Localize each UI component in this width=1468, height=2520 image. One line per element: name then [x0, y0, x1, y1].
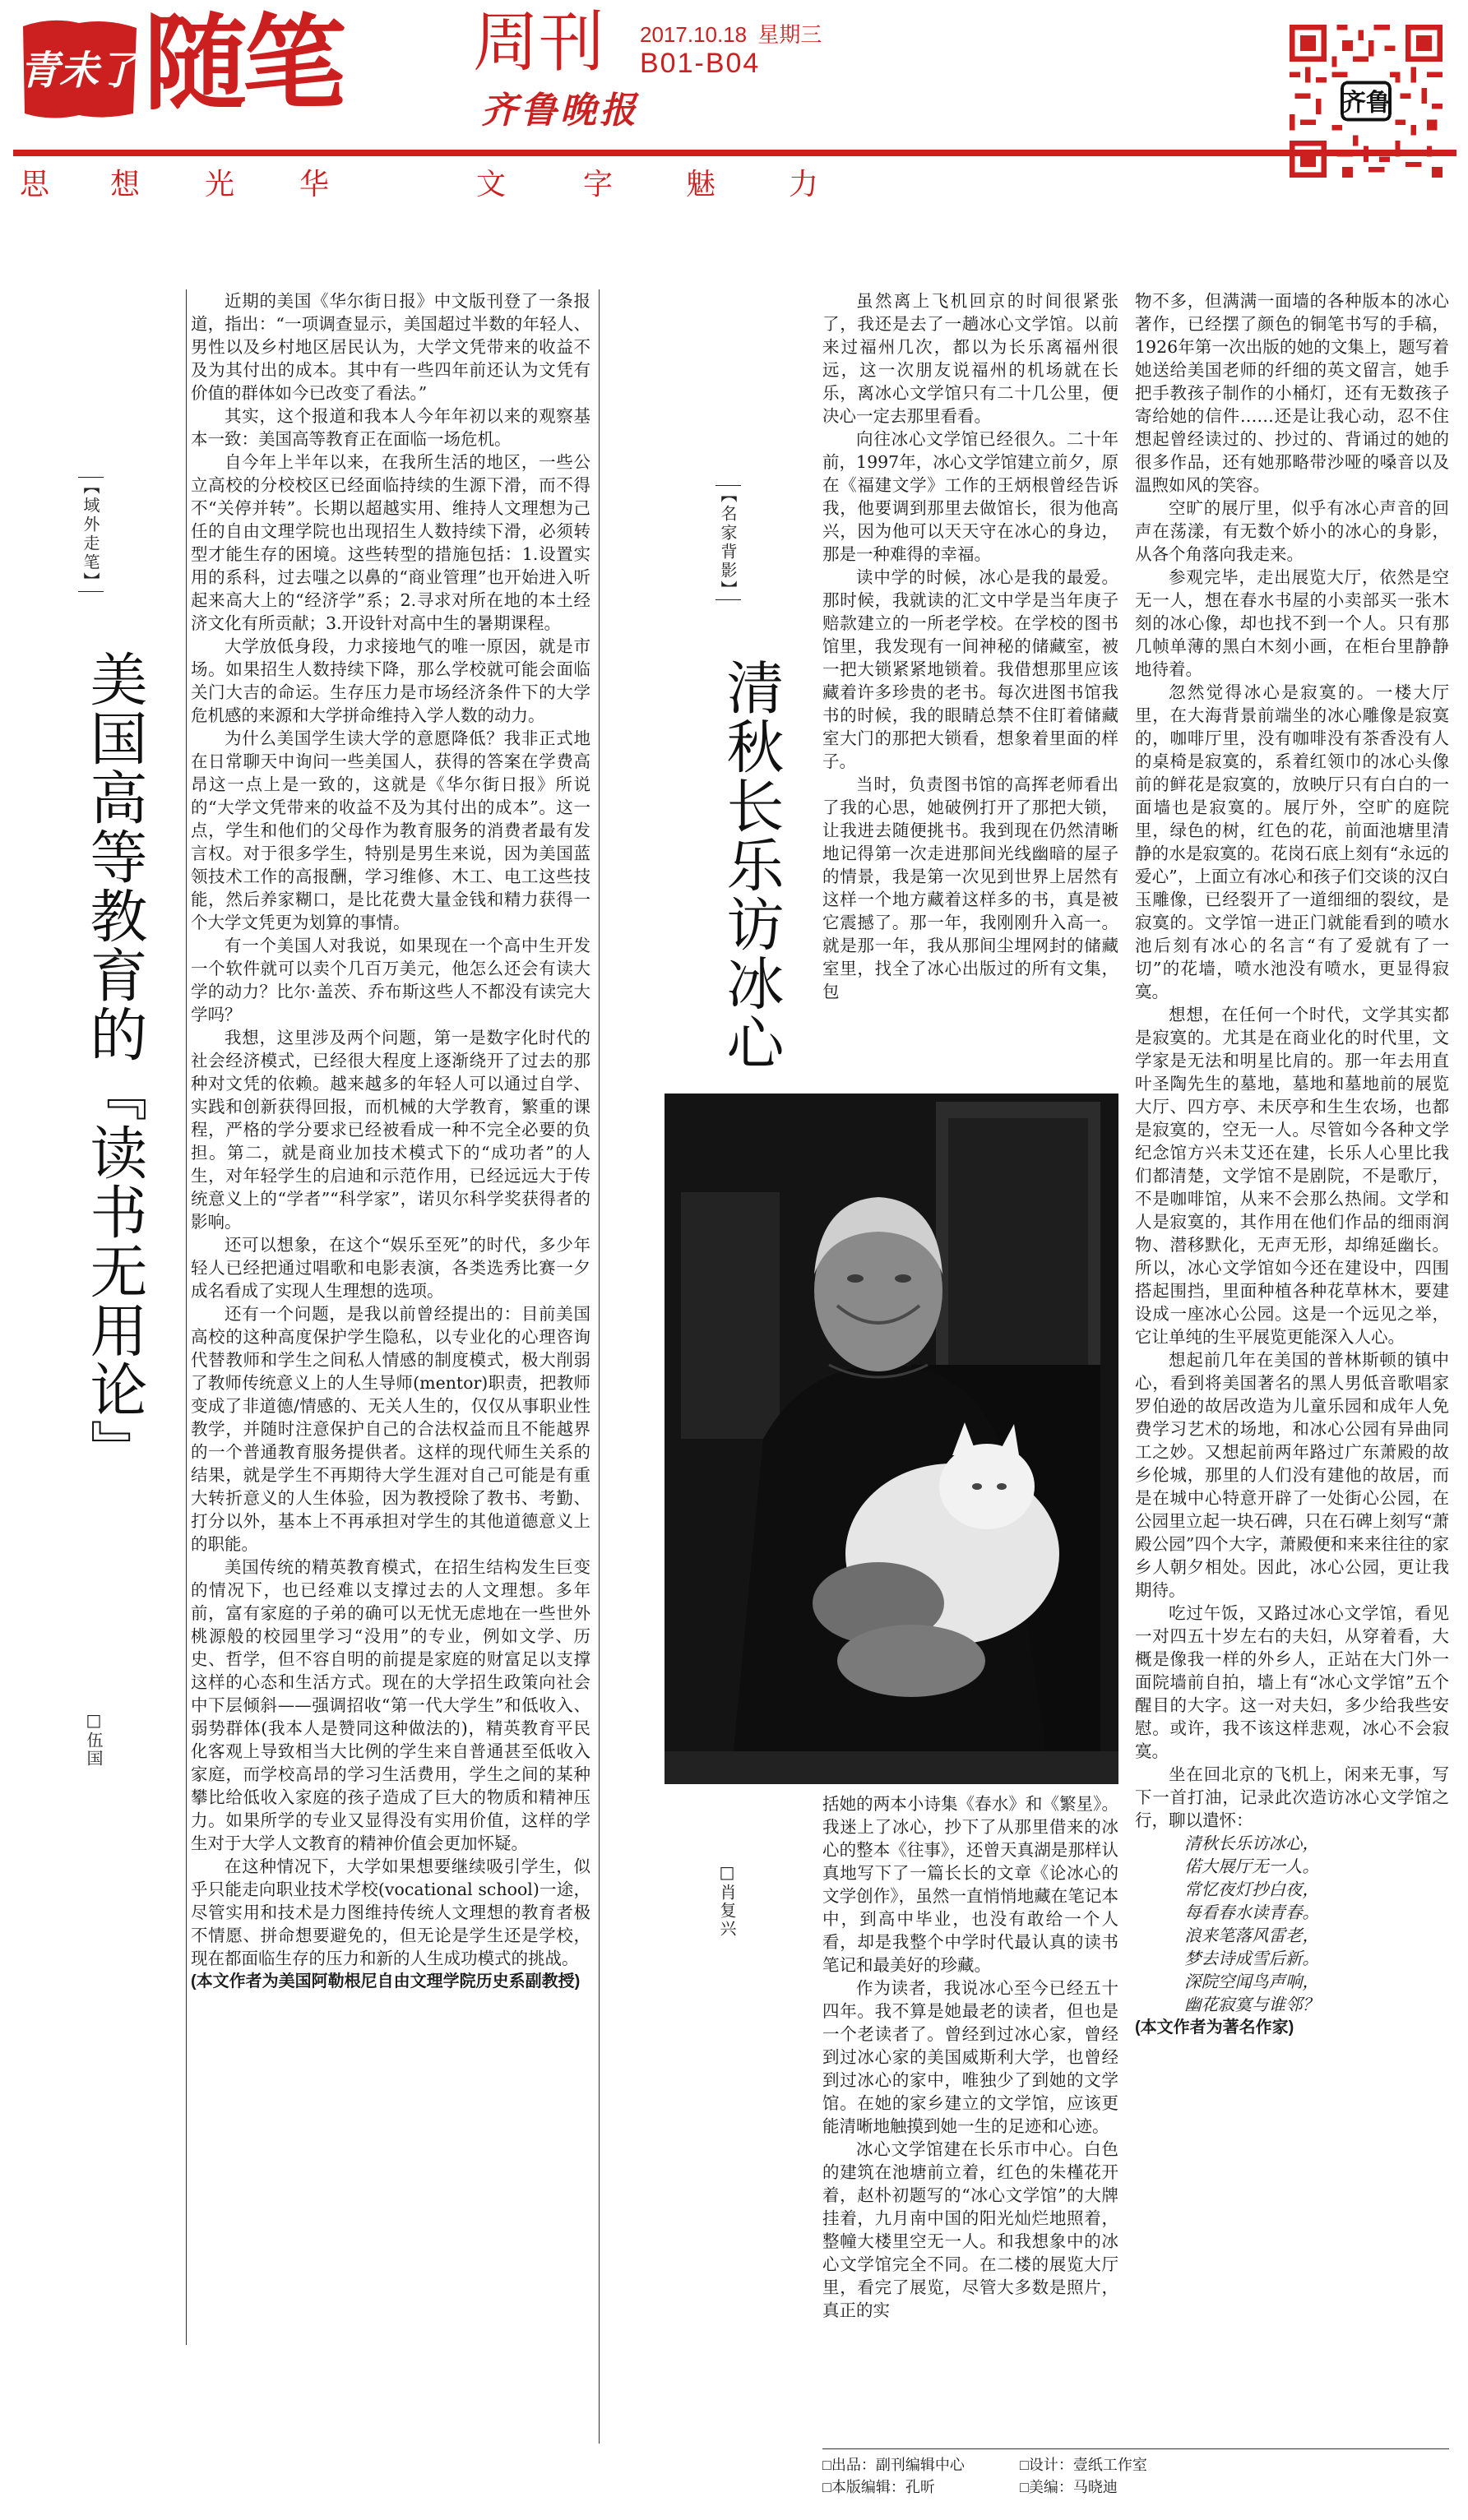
author-note: (本文作者为著名作家) [1135, 2018, 1294, 2037]
poem-line: 每看春水读青春。 [1184, 1903, 1319, 1922]
poem-line: 浪来笔落风雷老， [1184, 1926, 1319, 1945]
slogan-char: 魅 [686, 167, 716, 201]
paragraph: 冰心文学馆建在长乐市中心。白色的建筑在池塘前立着，红色的朱槿花开着，赵朴初题写的“冰心文学馆”的大牌挂着，九月南中国的阳光灿烂地照着，整幢大楼里空无一人。和我想象中的冰心文学馆完全不同。在二楼的展览大厅里，看完了展览，尽管大多数是照片，真正的实 [822, 2139, 1118, 2320]
article-divider [599, 289, 600, 2444]
slogan [20, 161, 842, 201]
slogan-char: 思 [20, 167, 50, 201]
issue-date [640, 18, 822, 49]
paragraph: 想想，在任何一个时代，文学其实都是寂寞的。尤其是在商业化的时代里，文学家是无法和明星比肩的。那一年去用直叶圣陶先生的墓地，墓地和墓地前的展览大厅、四方亭、未厌亭和生生农场，也都是寂寞的，空无一人。尽管如今各种文学纪念馆方兴未艾还在建，长乐人心里比我们都清楚，文学馆不是剧院，不是歌厅，不是咖啡馆，从来不会那么热闹。文学和人是寂寞的，其作用在他们作品的细雨润物、潜移默化，无声无形，却绵延幽长。所以，冰心文学馆如今还在建设中，四围搭起围挡，里面种植各种花草林木，要建设成一座冰心公园。这是一个远见之举，它让单纯的生平展览更能深入人心。 [1135, 1005, 1449, 1347]
weekly-label: 周刊 [473, 4, 604, 81]
article1-body [191, 289, 590, 2442]
weekday-text: 星期三 [757, 22, 822, 47]
paragraph: 我想，这里涉及两个问题，第一是数字化时代的社会经济模式，已经很大程度上逐渐绕开了过去的那种对文凭的依赖。越来越多的年轻人可以通过自学、实践和创新获得回报，而机械的大学教育，繁重的课程，严格的学分要求已经被看成一种不完全必要的负担。第二，就是商业加技术模式下的“成功者”的人生，对年轻学生的启迪和示范作用，已经远远大于传统意义上的“学者”“科学家”，诺贝尔科学奖获得者的影响。 [191, 1028, 590, 1232]
section-tag-masters: 【名家背影】 [715, 485, 741, 600]
page-range: B01-B04 [640, 48, 761, 79]
qr-label: 齐鲁 [1341, 88, 1391, 117]
paragraph: 虽然离上飞机回京的时间很紧张了，我还是去了一趟冰心文学馆。以前来过福州几次，都以为长乐离福州很远，这一次朋友说福州的机场就在长乐，离冰心文学馆只有二十几公里，便决心一定去那里看看。 [822, 291, 1118, 426]
article2-body-part3 [1135, 289, 1449, 2444]
paragraph: 忽然觉得冰心是寂寞的。一楼大厅里，在大海背景前端坐的冰心雕像是寂寞的，咖啡厅里，没有咖啡没有茶香没有人的桌椅是寂寞的，系着红领巾的冰心头像前的鲜花是寂寞的，放映厅只有白白的一面墙也是寂寞的。展厅外，空旷的庭院里，绿色的树，红色的花，前面池塘里清静的水是寂寞的。花岗石底上刻有“永远的爱心”，上面立有冰心和孩子们交谈的汉白玉雕像，已经裂开了一道细细的裂纹，是寂寞的。文学馆一进正门就能看到的喷水池后刻有冰心的名言“有了爱就有了一切”的花墙，喷水池没有喷水，更显得寂寞。 [1135, 682, 1449, 1001]
slogan-char: 文 [476, 167, 507, 201]
paper-name: 齐鲁晚报 [481, 90, 639, 132]
paragraph: 吃过午饭，又路过冰心文学馆，看见一对四五十岁左右的夫妇，从穿着看，大概是像我一样的外乡人，正站在大门外一面院墙前自拍，墙上有“冰心文学馆”五个醒目的大字。这一对夫妇，多少给我些安慰。或许，我不该这样悲观，冰心不会寂寞。 [1135, 1603, 1449, 1761]
paragraph: 其实，这个报道和我本人今年年初以来的观察基本一致：美国高等教育正在面临一场危机。 [191, 406, 590, 449]
credit-art-editor: □美编：马晓迪 [1020, 2479, 1118, 2495]
author-portrait-photo [665, 1094, 1118, 1784]
slogan-char: 力 [789, 167, 819, 201]
paragraph: 当时，负责图书馆的高挥老师看出了我的心思，她破例打开了那把大锁，让我进去随便挑书。我到现在仍然清晰地记得第一次走进那间光线幽暗的屋子的情景，我是第一次见到世界上居然有这样一个地方藏着这样多的书，真是被它震撼了。那一年，我刚刚升入高一。就是那一年，我从那间尘埋网封的储藏室里，找全了冰心出版过的所有文集，包 [822, 774, 1118, 1001]
article1-title: 美国高等教育的『读书无用论』 [81, 650, 148, 1478]
paragraph: 作为读者，我说冰心至今已经五十四年。我不算是她最老的读者，但也是一个老读者了。曾经到过冰心家，曾经到过冰心家的美国威斯利大学，也曾经到过冰心的家中，唯独少了到她的文学馆。在她的家乡建立的文学馆，应该更能清晰地触摸到她一生的足迹和心迹。 [822, 1978, 1118, 2136]
paragraph: 自今年上半年以来，在我所生活的地区，一些公立高校的分校校区已经面临持续的生源下滑，而不得不“关停并转”。长期以超越实用、维持人文理想为己任的自由文理学院也出现招生人数持续下滑，必须转型才能生存的困境。这些转型的措施包括：1.设置实用的系科，过去嗤之以鼻的“商业管理”也开始进入听起来高大上的“经济学”系；2.寻求对所在地的本土经济文化有所贡献；3.开设针对高中生的暑期课程。 [191, 452, 590, 633]
paragraph: 括她的两本小诗集《春水》和《繁星》。我迷上了冰心，抄下了从那里借来的冰心的整本《往事》，还曾天真湖是那样认真地写下了一篇长长的文章《论冰心的文学创作》，虽然一直悄悄地藏在笔记本中，到高中毕业，也没有敢给一个人看，却是我整个中学时代最认真的读书笔记和最美好的珍藏。 [822, 1794, 1118, 1975]
article2-body-part2 [822, 1792, 1118, 2442]
poem-line: 常忆夜灯抄白夜， [1184, 1880, 1319, 1899]
credit-design: □设计：壹纸工作室 [1020, 2457, 1147, 2473]
poem-line: 清秋长乐访冰心， [1184, 1833, 1319, 1853]
slogan-char: 想 [110, 167, 141, 201]
section-tag-abroad: 【域外走笔】 [78, 477, 104, 592]
paragraph: 空旷的展厅里，似乎有冰心声音的回声在荡漾，有无数个娇小的冰心的身影，从各个角落向我走来。 [1135, 498, 1449, 564]
paragraph: 为什么美国学生读大学的意愿降低？我非正式地在日常聊天中询问一些美国人，获得的答案在学费高昂这一点上是一致的，这就是《华尔街日报》所说的“大学文凭带来的收益不及为其付出的成本”。这一点，学生和他们的父母作为教育服务的消费者最有发言权。对于很多学生，特别是男生来说，因为美国蓝领技术工作的高报酬，学习维修、木工、电工这些技能，然后养家糊口，是比花费大量金钱和精力获得一个大学文凭更为划算的事情。 [191, 728, 590, 932]
paragraph: 物不多，但满满一面墙的各种版本的冰心著作，已经摆了颜色的铜笔书写的手稿，1926年第一次出版的她的文集上，题写着她送给美国老师的纤细的英文留言，她手把手教孩子制作的小桶灯，还有无数孩子寄给她的信件……还是让我心动，忍不住想起曾经读过的、抄过的、背诵过的她的很多作品，还有她那略带沙哑的嗓音以及温煦如风的笑容。 [1135, 291, 1449, 495]
paragraph: 坐在回北京的飞机上，闲来无事，写下一首打油，记录此次造访冰心文学馆之行，聊以遣怀： [1135, 1764, 1449, 1830]
article2-body-part1 [822, 289, 1118, 1075]
paragraph: 还可以想象，在这个“娱乐至死”的时代，多少年轻人已经把通过唱歌和电影表演，各类选秀比赛一夕成名看成了实现人生理想的选项。 [191, 1235, 590, 1301]
poem-line: 幽花寂寞与谁邻？ [1184, 1995, 1319, 2014]
paragraph: 大学放低身段，力求接地气的唯一原因，就是市场。如果招生人数持续下降，那么学校就可能会面临关门大吉的命运。生存压力是市场经济条件下的大学危机感的来源和大学拼命维持入学人数的动力。 [191, 636, 590, 725]
poem-line: 深院空闻鸟声响， [1184, 1972, 1319, 1991]
logo-stamp [18, 15, 140, 122]
credits-footer [822, 2454, 1447, 2507]
slogan-char: 光 [205, 167, 235, 201]
paragraph: 近期的美国《华尔街日报》中文版刊登了一条报道，指出：“一项调查显示，美国超过半数的年轻人、男性以及乡村地区居民认为，大学文凭带来的收益不及为其付出的成本。其中有一些四年前还认为文凭有价值的群体如今已改变了看法。” [191, 291, 590, 403]
logo-stamp-text: 青未了 [19, 48, 139, 94]
slogan-char: 字 [583, 167, 614, 201]
column-divider [186, 289, 187, 2345]
paragraph: 有一个美国人对我说，如果现在一个高中生开发一个软件就可以卖个几百万美元，他怎么还会有读大学的动力？比尔·盖茨、乔布斯这些人不都没有读完大学吗？ [191, 936, 590, 1024]
slogan-char: 华 [299, 167, 330, 201]
credit-editor: □本版编辑：孔昕 [822, 2479, 935, 2495]
paragraph: 还有一个问题，是我以前曾经提出的：目前美国高校的这种高度保护学生隐私，以专业化的心理咨询代替教师和学生之间私人情感的制度模式，极大削弱了教师传统意义上的人生导师(mentor)职责，把教师变成了非道德/情感的、无关人生的，仅仅从事职业性教学，并随时注意保护自己的合法权益而且不能越界的一个普通教育服务提供者。这样的现代师生关系的结果，就是学生不再期待大学生涯对自己可能是有重大转折意义的人生体验，因为教授除了教书、考勤、打分以外，基本上不再承担对学生的其他道德意义上的职能。 [191, 1304, 590, 1554]
logo-title: 随笔 [144, 3, 341, 124]
author-note: (本文作者为美国阿勒根尼自由文理学院历史系副教授) [191, 1972, 581, 1991]
poem-line: 梦去诗成雪后新。 [1184, 1949, 1319, 1968]
date-text: 2017.10.18 [640, 22, 748, 47]
paragraph: 向往冰心文学馆已经很久。二十年前，1997年，冰心文学馆建立前夕，原在《福建文学》工作的王炳根曾经告诉我，他要调到那里去做馆长，很为他高兴，因为他可以天天守在冰心的身边，那是一种难得的幸福。 [822, 429, 1118, 564]
paragraph: 在这种情况下，大学如果想要继续吸引学生，似乎只能走向职业技术学校(vocational school)一途，尽管实用和技术是力图维持传统人文理想的教育者极不情愿、拼命想要避免的，但无论是学生还是学校，现在都面临生存的压力和新的人生成功模式的挑战。 [191, 1856, 590, 1968]
poem-line: 偌大展厅无一人。 [1184, 1856, 1319, 1876]
footer-rule [822, 2448, 1449, 2449]
paragraph: 读中学的时候，冰心是我的最爱。那时候，我就读的汇文中学是当年庚子赔款建立的一所老学校。在学校的图书馆里，我发现有一间神秘的储藏室，被一把大锁紧紧地锁着。我借想那里应该藏着许多珍贵的老书。每次进图书馆我书的时候，我的眼睛总禁不住盯着储藏室大门的那把大锁看，想象着里面的样子。 [822, 567, 1118, 771]
article2-title: 清秋长乐访冰心 [717, 658, 785, 1072]
credit-publisher: □出品：副刊编辑中心 [822, 2457, 965, 2473]
paragraph: 参观完毕，走出展览大厅，依然是空无一人，想在春水书屋的小卖部买一张木刻的冰心像，却也找不到一个人。只有那几帧单薄的黑白木刻小画，在柜台里静静地待着。 [1135, 567, 1449, 679]
article1-byline: □伍国 [84, 1710, 104, 1768]
paragraph: 想起前几年在美国的普林斯顿的镇中心，看到将美国著名的黑人男低音歌唱家罗伯逊的故居改造为儿童乐园和成年人免费学习艺术的场地，和冰心公园有异曲同工之妙。又想起前两年路过广东萧殿的故乡伦城，那里的人们没有建他的故居，而是在城中心特意开辟了一处街心公园，在公园里立起一块石碑，只在石碑上刻写“萧殿公园”四个大字，萧殿便和来来往往的家乡人朝夕相处。因此，冰心公园，更让我期待。 [1135, 1350, 1449, 1600]
header-rule [13, 150, 1456, 156]
paragraph: 美国传统的精英教育模式，在招生结构发生巨变的情况下，也已经难以支撑过去的人文理想。多年前，富有家庭的子弟的确可以无忧无虑地在一些世外桃源般的校园里学习“没用”的专业，例如文学、历史、哲学，但不容自明的前提是家庭的财富足以支撑这样的心态和生活方式。现在的大学招生政策向社会中下层倾斜——强调招收“第一代大学生”和低收入、弱势群体(我本人是赞同这种做法的)，精英教育平民化客观上导致相当大比例的学生来自普通甚至低收入家庭，而学校高昂的学习生活费用，学生之间的某种攀比给低收入家庭的孩子造成了巨大的物质和精神压力。如果所学的专业又显得没有实用价值，这样的学生对于大学人文教育的精神价值会更加怀疑。 [191, 1557, 590, 1853]
article2-byline: □肖复兴 [717, 1862, 737, 1938]
